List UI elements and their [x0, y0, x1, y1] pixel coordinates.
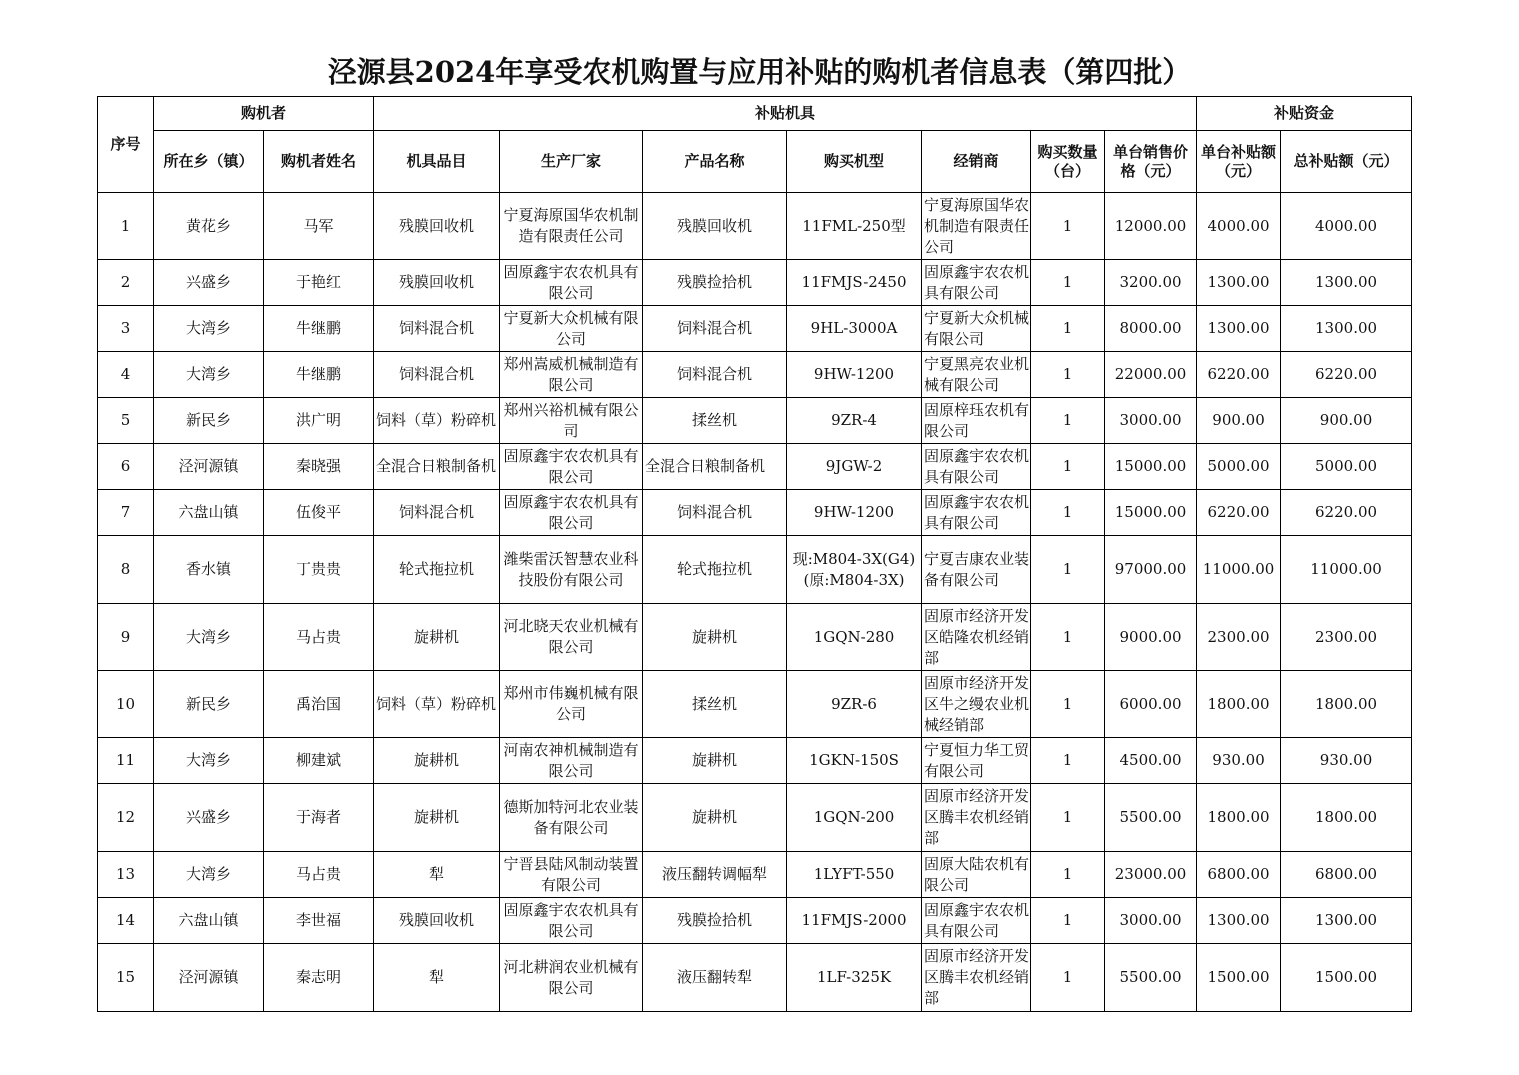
cell-manufacturer: 固原鑫宇农农机具有限公司	[500, 444, 643, 490]
cell-category: 饲料混合机	[374, 490, 500, 536]
cell-township: 六盘山镇	[154, 490, 264, 536]
cell-township: 泾河源镇	[154, 944, 264, 1012]
cell-dealer: 固原市经济开发区牛之缦农业机械经销部	[922, 671, 1031, 738]
cell-seq: 5	[98, 398, 154, 444]
cell-township: 兴盛乡	[154, 784, 264, 852]
header-unit-subsidy: 单台补贴额（元）	[1197, 131, 1281, 193]
cell-quantity: 1	[1031, 444, 1105, 490]
cell-unit-price: 3200.00	[1105, 260, 1197, 306]
cell-unit-price: 22000.00	[1105, 352, 1197, 398]
cell-dealer: 固原市经济开发区腾丰农机经销部	[922, 784, 1031, 852]
cell-unit-price: 23000.00	[1105, 852, 1197, 898]
table-row	[98, 444, 1412, 490]
cell-township: 大湾乡	[154, 352, 264, 398]
cell-model: 1GQN-200	[787, 784, 922, 852]
cell-total-subsidy: 900.00	[1281, 398, 1412, 444]
cell-township: 大湾乡	[154, 604, 264, 671]
header-fund-group: 补贴资金	[1197, 97, 1412, 131]
table-row	[98, 398, 1412, 444]
cell-quantity: 1	[1031, 898, 1105, 944]
cell-manufacturer: 河南农神机械制造有限公司	[500, 738, 643, 784]
cell-manufacturer: 郑州嵩威机械制造有限公司	[500, 352, 643, 398]
cell-unit-price: 4500.00	[1105, 738, 1197, 784]
cell-buyer-name: 禹治国	[264, 671, 374, 738]
header-unit-price: 单台销售价格（元）	[1105, 131, 1197, 193]
cell-model: 9JGW-2	[787, 444, 922, 490]
cell-seq: 3	[98, 306, 154, 352]
cell-unit-subsidy: 1800.00	[1197, 671, 1281, 738]
cell-manufacturer: 德斯加特河北农业装备有限公司	[500, 784, 643, 852]
cell-category: 旋耕机	[374, 604, 500, 671]
cell-unit-subsidy: 1300.00	[1197, 898, 1281, 944]
header-seq: 序号	[98, 97, 154, 193]
cell-quantity: 1	[1031, 852, 1105, 898]
cell-category: 饲料（草）粉碎机	[374, 398, 500, 444]
cell-unit-subsidy: 900.00	[1197, 398, 1281, 444]
cell-seq: 8	[98, 536, 154, 604]
cell-product: 残膜捡拾机	[643, 260, 787, 306]
cell-dealer: 固原鑫宇农农机具有限公司	[922, 444, 1031, 490]
cell-manufacturer: 潍柴雷沃智慧农业科技股份有限公司	[500, 536, 643, 604]
cell-category: 残膜回收机	[374, 898, 500, 944]
table-row	[98, 898, 1412, 944]
cell-buyer-name: 牛继鹏	[264, 306, 374, 352]
cell-dealer: 固原市经济开发区腾丰农机经销部	[922, 944, 1031, 1012]
cell-dealer: 宁夏黑亮农业机械有限公司	[922, 352, 1031, 398]
cell-category: 饲料混合机	[374, 352, 500, 398]
cell-unit-subsidy: 6220.00	[1197, 352, 1281, 398]
cell-total-subsidy: 11000.00	[1281, 536, 1412, 604]
cell-township: 大湾乡	[154, 852, 264, 898]
header-buyer-group: 购机者	[154, 97, 374, 131]
cell-quantity: 1	[1031, 490, 1105, 536]
cell-model: 1LF-325K	[787, 944, 922, 1012]
table-row	[98, 852, 1412, 898]
cell-model: 1LYFT-550	[787, 852, 922, 898]
table-row	[98, 352, 1412, 398]
cell-quantity: 1	[1031, 306, 1105, 352]
cell-unit-price: 8000.00	[1105, 306, 1197, 352]
cell-manufacturer: 固原鑫宇农农机具有限公司	[500, 490, 643, 536]
cell-product: 揉丝机	[643, 671, 787, 738]
cell-total-subsidy: 6220.00	[1281, 490, 1412, 536]
cell-category: 残膜回收机	[374, 260, 500, 306]
cell-unit-subsidy: 4000.00	[1197, 193, 1281, 260]
cell-model: 1GKN-150S	[787, 738, 922, 784]
cell-product: 旋耕机	[643, 738, 787, 784]
cell-product: 轮式拖拉机	[643, 536, 787, 604]
cell-total-subsidy: 1800.00	[1281, 784, 1412, 852]
cell-category: 饲料混合机	[374, 306, 500, 352]
cell-product: 液压翻转犁	[643, 944, 787, 1012]
cell-buyer-name: 洪广明	[264, 398, 374, 444]
cell-buyer-name: 李世福	[264, 898, 374, 944]
cell-product: 液压翻转调幅犁	[643, 852, 787, 898]
cell-buyer-name: 马占贵	[264, 604, 374, 671]
cell-total-subsidy: 930.00	[1281, 738, 1412, 784]
cell-manufacturer: 郑州市伟巍机械有限公司	[500, 671, 643, 738]
cell-model: 11FML-250型	[787, 193, 922, 260]
cell-township: 大湾乡	[154, 306, 264, 352]
cell-unit-price: 3000.00	[1105, 398, 1197, 444]
cell-unit-price: 6000.00	[1105, 671, 1197, 738]
cell-model: 11FMJS-2450	[787, 260, 922, 306]
cell-buyer-name: 伍俊平	[264, 490, 374, 536]
cell-total-subsidy: 1500.00	[1281, 944, 1412, 1012]
cell-model: 9HW-1200	[787, 352, 922, 398]
cell-unit-price: 5500.00	[1105, 944, 1197, 1012]
header-total-subsidy: 总补贴额（元）	[1281, 131, 1412, 193]
header-product: 产品名称	[643, 131, 787, 193]
cell-unit-price: 15000.00	[1105, 490, 1197, 536]
table-row	[98, 738, 1412, 784]
cell-quantity: 1	[1031, 398, 1105, 444]
cell-manufacturer: 宁夏新大众机械有限公司	[500, 306, 643, 352]
cell-model: 9HW-1200	[787, 490, 922, 536]
cell-model: 9ZR-6	[787, 671, 922, 738]
cell-unit-price: 5500.00	[1105, 784, 1197, 852]
cell-manufacturer: 固原鑫宇农农机具有限公司	[500, 260, 643, 306]
cell-unit-price: 9000.00	[1105, 604, 1197, 671]
cell-quantity: 1	[1031, 352, 1105, 398]
cell-model: 11FMJS-2000	[787, 898, 922, 944]
cell-manufacturer: 宁夏海原国华农机制造有限责任公司	[500, 193, 643, 260]
cell-buyer-name: 于艳红	[264, 260, 374, 306]
table-row	[98, 193, 1412, 260]
cell-buyer-name: 马占贵	[264, 852, 374, 898]
cell-category: 犁	[374, 944, 500, 1012]
cell-product: 饲料混合机	[643, 306, 787, 352]
cell-seq: 14	[98, 898, 154, 944]
cell-unit-subsidy: 1800.00	[1197, 784, 1281, 852]
cell-township: 香水镇	[154, 536, 264, 604]
table-row	[98, 536, 1412, 604]
subsidy-table	[97, 96, 1412, 1012]
cell-product: 旋耕机	[643, 604, 787, 671]
cell-unit-subsidy: 5000.00	[1197, 444, 1281, 490]
cell-total-subsidy: 1300.00	[1281, 260, 1412, 306]
cell-category: 轮式拖拉机	[374, 536, 500, 604]
header-buyer-name: 购机者姓名	[264, 131, 374, 193]
cell-seq: 6	[98, 444, 154, 490]
cell-buyer-name: 秦晓强	[264, 444, 374, 490]
cell-manufacturer: 固原鑫宇农农机具有限公司	[500, 898, 643, 944]
cell-total-subsidy: 6800.00	[1281, 852, 1412, 898]
cell-seq: 9	[98, 604, 154, 671]
cell-total-subsidy: 6220.00	[1281, 352, 1412, 398]
header-township: 所在乡（镇）	[154, 131, 264, 193]
cell-model: 9ZR-4	[787, 398, 922, 444]
cell-unit-price: 97000.00	[1105, 536, 1197, 604]
table-row	[98, 490, 1412, 536]
cell-quantity: 1	[1031, 536, 1105, 604]
cell-manufacturer: 宁晋县陆风制动装置有限公司	[500, 852, 643, 898]
cell-dealer: 固原市经济开发区皓隆农机经销部	[922, 604, 1031, 671]
cell-seq: 13	[98, 852, 154, 898]
cell-seq: 10	[98, 671, 154, 738]
cell-quantity: 1	[1031, 193, 1105, 260]
table-row	[98, 671, 1412, 738]
header-model: 购买机型	[787, 131, 922, 193]
cell-township: 泾河源镇	[154, 444, 264, 490]
cell-seq: 15	[98, 944, 154, 1012]
page-title: 泾源县2024年享受农机购置与应用补贴的购机者信息表（第四批）	[327, 55, 1192, 89]
cell-buyer-name: 牛继鹏	[264, 352, 374, 398]
cell-unit-subsidy: 6800.00	[1197, 852, 1281, 898]
cell-product: 残膜回收机	[643, 193, 787, 260]
cell-quantity: 1	[1031, 944, 1105, 1012]
cell-unit-subsidy: 1300.00	[1197, 260, 1281, 306]
cell-buyer-name: 马军	[264, 193, 374, 260]
cell-product: 饲料混合机	[643, 352, 787, 398]
table-row	[98, 604, 1412, 671]
header-machine-group: 补贴机具	[374, 97, 1197, 131]
cell-dealer: 宁夏吉康农业装备有限公司	[922, 536, 1031, 604]
cell-dealer: 宁夏新大众机械有限公司	[922, 306, 1031, 352]
cell-township: 黄花乡	[154, 193, 264, 260]
cell-dealer: 固原鑫宇农农机具有限公司	[922, 490, 1031, 536]
cell-dealer: 固原梓珏农机有限公司	[922, 398, 1031, 444]
cell-seq: 1	[98, 193, 154, 260]
header-quantity: 购买数量（台）	[1031, 131, 1105, 193]
cell-total-subsidy: 4000.00	[1281, 193, 1412, 260]
cell-product: 旋耕机	[643, 784, 787, 852]
cell-unit-subsidy: 6220.00	[1197, 490, 1281, 536]
cell-quantity: 1	[1031, 738, 1105, 784]
cell-quantity: 1	[1031, 784, 1105, 852]
cell-buyer-name: 丁贵贵	[264, 536, 374, 604]
cell-quantity: 1	[1031, 260, 1105, 306]
cell-quantity: 1	[1031, 604, 1105, 671]
cell-total-subsidy: 1800.00	[1281, 671, 1412, 738]
cell-township: 兴盛乡	[154, 260, 264, 306]
cell-dealer: 固原大陆农机有限公司	[922, 852, 1031, 898]
cell-dealer: 宁夏海原国华农机制造有限责任公司	[922, 193, 1031, 260]
cell-unit-subsidy: 11000.00	[1197, 536, 1281, 604]
cell-seq: 11	[98, 738, 154, 784]
cell-quantity: 1	[1031, 671, 1105, 738]
cell-total-subsidy: 2300.00	[1281, 604, 1412, 671]
header-manufacturer: 生产厂家	[500, 131, 643, 193]
cell-unit-subsidy: 1500.00	[1197, 944, 1281, 1012]
cell-township: 六盘山镇	[154, 898, 264, 944]
cell-township: 大湾乡	[154, 738, 264, 784]
cell-category: 残膜回收机	[374, 193, 500, 260]
cell-category: 饲料（草）粉碎机	[374, 671, 500, 738]
cell-model: 现:M804-3X(G4)(原:M804-3X)	[787, 536, 922, 604]
cell-product: 饲料混合机	[643, 490, 787, 536]
cell-buyer-name: 于海者	[264, 784, 374, 852]
cell-total-subsidy: 1300.00	[1281, 898, 1412, 944]
cell-seq: 12	[98, 784, 154, 852]
header-category: 机具品目	[374, 131, 500, 193]
table-row	[98, 260, 1412, 306]
cell-township: 新民乡	[154, 671, 264, 738]
cell-manufacturer: 郑州兴裕机械有限公司	[500, 398, 643, 444]
cell-unit-subsidy: 930.00	[1197, 738, 1281, 784]
table-body	[98, 193, 1412, 1012]
cell-dealer: 固原鑫宇农农机具有限公司	[922, 260, 1031, 306]
cell-unit-price: 12000.00	[1105, 193, 1197, 260]
cell-seq: 2	[98, 260, 154, 306]
cell-buyer-name: 秦志明	[264, 944, 374, 1012]
header-dealer: 经销商	[922, 131, 1031, 193]
cell-township: 新民乡	[154, 398, 264, 444]
cell-dealer: 固原鑫宇农农机具有限公司	[922, 898, 1031, 944]
cell-buyer-name: 柳建斌	[264, 738, 374, 784]
cell-category: 全混合日粮制备机	[374, 444, 500, 490]
cell-total-subsidy: 5000.00	[1281, 444, 1412, 490]
table-header	[98, 97, 1412, 193]
cell-category: 旋耕机	[374, 738, 500, 784]
cell-manufacturer: 河北晓天农业机械有限公司	[500, 604, 643, 671]
cell-model: 9HL-3000A	[787, 306, 922, 352]
cell-unit-subsidy: 1300.00	[1197, 306, 1281, 352]
table-row	[98, 306, 1412, 352]
cell-model: 1GQN-280	[787, 604, 922, 671]
cell-category: 旋耕机	[374, 784, 500, 852]
cell-unit-price: 15000.00	[1105, 444, 1197, 490]
cell-manufacturer: 河北耕润农业机械有限公司	[500, 944, 643, 1012]
cell-seq: 7	[98, 490, 154, 536]
cell-product: 残膜捡拾机	[643, 898, 787, 944]
table-row	[98, 784, 1412, 852]
cell-seq: 4	[98, 352, 154, 398]
table-row	[98, 944, 1412, 1012]
cell-category: 犁	[374, 852, 500, 898]
cell-product: 全混合日粮制备机	[643, 444, 787, 490]
cell-total-subsidy: 1300.00	[1281, 306, 1412, 352]
cell-unit-price: 3000.00	[1105, 898, 1197, 944]
cell-dealer: 宁夏恒力华工贸有限公司	[922, 738, 1031, 784]
cell-product: 揉丝机	[643, 398, 787, 444]
cell-unit-subsidy: 2300.00	[1197, 604, 1281, 671]
